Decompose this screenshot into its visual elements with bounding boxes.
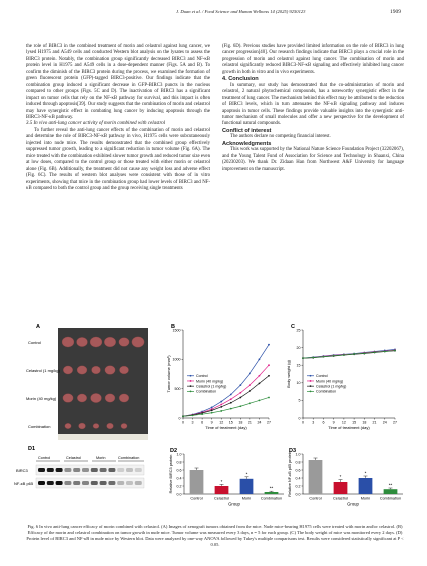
blot-band-nfkb — [100, 481, 107, 485]
data-point — [192, 414, 194, 416]
x-tick-label: Combination — [260, 496, 283, 501]
data-point — [249, 402, 251, 404]
data-point — [182, 415, 184, 417]
x-tick-label: 24 — [382, 420, 387, 425]
blot-header-combination: Combination — [118, 456, 140, 460]
x-tick-label: Morin — [360, 496, 371, 501]
panel-label: B — [171, 324, 175, 330]
y-tick-label: 0.4 — [176, 476, 182, 481]
x-tick-label: 3 — [312, 420, 315, 425]
y-tick-label: 0.2 — [295, 484, 301, 489]
y-tick-label: 0 — [298, 416, 301, 421]
x-tick-label: 15 — [228, 420, 233, 425]
y-tick-label: 0.8 — [176, 460, 182, 465]
blot-header-control: Control — [38, 456, 51, 460]
legend-marker — [190, 390, 192, 392]
tumor-image — [77, 337, 88, 346]
data-point — [268, 364, 270, 366]
blot-band-nfkb — [108, 481, 115, 485]
tumor-image — [63, 366, 73, 374]
data-point — [268, 397, 270, 399]
blot-band-nfkb — [64, 481, 71, 485]
data-point — [259, 375, 261, 377]
panel-label: D3 — [289, 448, 297, 454]
tumor-photo-panel — [58, 328, 148, 440]
data-point — [239, 397, 241, 399]
data-point — [394, 350, 396, 352]
blot-band-nfkb — [56, 481, 63, 485]
data-point — [220, 410, 222, 412]
figure-6-graphics — [14, 322, 404, 517]
bar — [190, 470, 204, 494]
y-axis-title: Body weight (g) — [286, 360, 291, 388]
blot-band-birc3 — [100, 468, 107, 472]
legend-label: Combination — [316, 389, 337, 394]
x-tick-label: Celastrol — [333, 496, 348, 501]
legend-marker — [310, 375, 312, 377]
data-point — [249, 390, 251, 392]
figure-6-caption: Fig. 6 In vivo anti-lung cancer efficacy of morin combined with celastrol. (A) Images of xenograft tumors obtained from the mice. Nude mice-bearing H1975 cells were treated with morin and/or celastrol. (B) Efficacy of the morin and celastrol combination on tumor growth in nude mice. Tumor volume was measured every 3 days, n = 5 for each group. (C) The body weight of mice was monitored every 2 days. (D) Protein level of BIRC3 and NF-κB in nude mice by Western blot. Data were analyzed by one-way ANOVA followed by Tukey's multiple comparisons test. Results were considered statistically significant at P < 0.05. — [26, 524, 404, 547]
tumor-image — [65, 423, 71, 428]
bar — [215, 486, 229, 494]
data-point — [353, 353, 355, 355]
bar — [384, 489, 398, 494]
legend-label: Morin (40 mg/kg) — [316, 379, 344, 384]
y-tick-label: 0 — [178, 416, 181, 421]
blot-header-celastrol: Celastrol — [66, 456, 81, 460]
data-point — [211, 409, 213, 411]
data-point — [211, 412, 213, 414]
blot-band-nfkb — [117, 481, 124, 485]
x-tick-label: 27 — [267, 420, 271, 425]
x-tick-label: 6 — [201, 420, 204, 425]
y-tick-label: 0.2 — [176, 484, 182, 489]
x-tick-label: 18 — [238, 420, 243, 425]
data-point — [211, 407, 213, 409]
y-axis-title: Relative BIRC3 protein — [169, 454, 173, 494]
bar — [309, 460, 323, 494]
tumor-image — [93, 423, 99, 428]
data-point — [259, 382, 261, 384]
tumor-image — [79, 423, 86, 429]
x-axis-title: Time of treatment (day) — [205, 425, 247, 430]
ruler — [58, 434, 148, 440]
panel-d3-nfkb-bar-chart — [288, 448, 403, 507]
legend-marker — [310, 380, 312, 382]
x-tick-label: 21 — [372, 420, 377, 425]
blot-band-birc3 — [73, 468, 80, 472]
y-tick-label: 10 — [296, 381, 301, 386]
data-point — [239, 392, 241, 394]
left-paragraph-1: the role of BIRC3 in the combined treatment of morin and celastrol against lung cancer, we lysed H1975 and A549 cells and conducted Western blot analysis on the lysates to assess the BIRC3 protein. Notably, the combination group significantly decreased BIRC3 and NF-κB protein level in H1975 and A549 cells in a dose-dependent manner (Figs. 5A and B). To confirm the diminish of the BIRC3 protein during the process, we examined the formation of green fluorescent protein (GFP)-tagged BIRC3-positive. Our findings indicate that the combination group induced a significant decrease in GFP-BIRC3 puncts in the nucleus compared to other groups (Figs. 5C and D). The inactivation of BIRC3 has a significant impact on tumor cells that rely on the NF-κB pathway for survival, and this impact is often induced through apoptosis[39]. Our study suggests that the combination of morin and celastrol may have synergistic effect in combating lung cancer by inducing apoptosis through the BIRC3-NF-κB pathway. — [26, 44, 210, 120]
tumor-image — [132, 337, 144, 348]
data-point — [384, 351, 386, 353]
figure-6 — [14, 322, 404, 517]
page-number: 1909 — [390, 9, 401, 15]
journal-citation: J. Duan et al. / Food Science and Human Wellness 14 (2025) 9250123 — [176, 9, 306, 14]
tumor-image — [92, 366, 101, 374]
tumor-image — [104, 337, 116, 347]
data-point — [333, 355, 335, 357]
data-point — [259, 358, 261, 360]
y-tick-label: 1.0 — [295, 452, 301, 457]
section-heading-acknowledgments: Acknowledgments — [222, 140, 272, 147]
tumor-image — [91, 393, 102, 402]
x-axis-title: Time of treatment (day) — [328, 425, 370, 430]
y-tick-label: 5 — [298, 398, 301, 403]
blot-band-nfkb — [126, 481, 133, 485]
left-paragraph-2: To further reveal the anti-lung cancer effects of the combination of morin and celastrol and determine the role of BIRC3-NF-κB pathway in vivo, H1975 cells were subcutaneously injected into nude mice. The results demonstrated that the combined group effectively suppressed tumor growth, leading to a significant reduction in tumor volume (Fig. 6A). The mice treated with the combination exhibited slower tumor growth and reduced tumor size even at low doses, compared to the control group or those treated with either morin or celastrol alone (Fig. 6B). Additionally, the treatment did not cause any weight loss and adverse effect (Fig. 6C). The results of western blot analyses were consistent with those of in vitro experiments, showing that mice in the combination group had lower levels of BIRC3 and NF-κB compared to both the control group and the group receiving single treatments — [26, 127, 210, 191]
data-point — [249, 384, 251, 386]
y-tick-label: 0.8 — [295, 460, 301, 465]
data-point — [363, 352, 365, 354]
blot-band-birc3 — [47, 468, 54, 472]
legend-label: Morin (40 mg/kg) — [196, 379, 224, 384]
data-point — [239, 384, 241, 386]
tumor-image — [90, 337, 102, 347]
significance-marker: ** — [269, 485, 274, 491]
section-heading-conclusion: 4. Conclusion — [222, 76, 259, 83]
data-point — [220, 401, 222, 403]
blot-band-birc3 — [82, 468, 89, 472]
y-tick-label: 1000 — [172, 357, 181, 362]
y-tick-label: 0.6 — [295, 468, 301, 473]
x-tick-label: 0 — [182, 420, 184, 425]
bar — [359, 478, 373, 494]
blot-band-birc3 — [91, 468, 98, 472]
legend-label: Celastrol (1 mg/kg) — [196, 384, 227, 389]
data-point — [343, 354, 345, 356]
right-paragraph-1: (Fig. 6D). Previous studies have provided limited information on the role of BIRC3 in lung cancer progression[40]. Our research findings indicate that BIRC3 plays a crucial role in the progression of morin and celastrol against lung cancer. The combination of morin and celastrol significantly reduced BIRC3-NF-κB signaling and effectively inhibited lung cancer growth in both in vitro and in vivo experiments. — [222, 44, 404, 75]
y-tick-label: 1500 — [172, 328, 181, 333]
x-tick-label: Control — [309, 496, 322, 501]
data-point — [268, 344, 270, 346]
page-header — [26, 9, 401, 17]
y-tick-label: 1.0 — [176, 452, 182, 457]
x-tick-label: Celastrol — [214, 496, 229, 501]
tumor-image — [119, 394, 129, 402]
x-tick-label: 6 — [322, 420, 325, 425]
data-point — [230, 408, 232, 410]
x-tick-label: 9 — [210, 420, 213, 425]
subsection-heading-3-5: 3.5 In vivo anti-lung cancer activity of morin combined with celastrol — [26, 121, 166, 127]
x-tick-label: 24 — [257, 420, 262, 425]
blot-row-label-nfkb: NF-κB p65 — [14, 481, 34, 486]
blot-band-birc3 — [56, 468, 63, 472]
blot-band-birc3 — [117, 468, 124, 472]
legend-label: Combination — [196, 389, 217, 394]
bar — [265, 492, 279, 494]
bar — [334, 482, 348, 494]
tumor-image — [107, 423, 114, 429]
data-point — [220, 406, 222, 408]
x-tick-label: 21 — [247, 420, 252, 425]
series-line — [303, 350, 395, 358]
data-point — [249, 373, 251, 375]
data-point — [230, 402, 232, 404]
x-tick-label: Morin — [241, 496, 252, 501]
tumor-image — [62, 337, 74, 347]
photo-row-label-combination: Combination — [28, 424, 51, 429]
data-point — [201, 413, 203, 415]
data-point — [302, 357, 304, 359]
legend-marker — [310, 390, 312, 392]
y-tick-label: 20 — [296, 345, 301, 350]
conclusion-paragraph: In summary, our study has demonstrated that the co-administration of morin and celastrol, 2 natural phytochemical compounds, has a noteworthy synergistic effect in the treatment of lung cancer. The mechanism behind this effect may be attributed to the reduction of BIRC3 levels, which in turn attenuates the NF-κB signaling pathway and induces apoptosis in tumor cells. These findings provide valuable insights into the synergistic anti-tumor mechanism of small molecules and offer a new perspective for the development of functional natural compounds. — [222, 82, 404, 127]
y-tick-label: 0.4 — [295, 476, 301, 481]
blot-band-nfkb — [91, 481, 98, 485]
panel-label: D2 — [170, 448, 178, 454]
significance-marker: * — [339, 474, 342, 480]
x-tick-label: 15 — [352, 420, 357, 425]
acknowledgments-paragraph: This work was supported by the National Nature Science Foundation Project (32202067), and the Young Talent Fund of Association for Science and Technology in Shaanxi, China (20230203). We thank Dr. Zidaan Han from Northwest A&F University for language improvement on the manuscript. — [222, 147, 404, 172]
blot-band-nfkb — [135, 481, 142, 485]
significance-marker: ** — [388, 482, 393, 488]
legend-marker — [310, 385, 312, 387]
legend-marker — [190, 385, 192, 387]
x-tick-label: 12 — [219, 420, 224, 425]
data-point — [268, 375, 270, 377]
tumor-image — [119, 338, 129, 347]
tumor-image — [77, 366, 87, 375]
photo-row-label-morin: Morin (40 mg/kg) — [26, 396, 57, 401]
blot-band-nfkb — [82, 481, 89, 485]
photo-row-label-control: Control — [28, 340, 41, 345]
legend-label: Control — [316, 374, 328, 379]
x-tick-label: Control — [190, 496, 203, 501]
tumor-image — [105, 366, 115, 375]
x-axis-title: Group — [228, 501, 240, 507]
y-tick-label: 15 — [296, 363, 301, 368]
data-point — [230, 394, 232, 396]
blot-band-nfkb — [47, 481, 54, 485]
panel-c-body-weight-chart — [286, 324, 397, 430]
blot-band-birc3 — [38, 468, 45, 472]
x-tick-label: 18 — [362, 420, 367, 425]
x-tick-label: 0 — [302, 420, 304, 425]
panel-d1-label: D1 — [28, 446, 36, 452]
y-axis-title: Tumor volume (mm³) — [166, 355, 171, 393]
y-tick-label: 500 — [174, 386, 181, 391]
tumor-image — [77, 394, 87, 402]
data-point — [230, 398, 232, 400]
blot-band-nfkb — [38, 481, 45, 485]
blot-header-morin: Morin — [96, 456, 106, 460]
x-tick-label: 27 — [393, 420, 397, 425]
y-tick-label: 25 — [296, 328, 301, 333]
left-column — [26, 44, 210, 192]
y-tick-label: 0.0 — [295, 492, 301, 497]
data-point — [323, 356, 325, 358]
blot-band-birc3 — [108, 468, 115, 472]
data-point — [374, 351, 376, 353]
significance-marker: * — [220, 478, 223, 484]
significance-marker: * — [364, 470, 367, 476]
panel-d2-birc3-bar-chart — [169, 448, 284, 507]
legend-marker — [190, 380, 192, 382]
tumor-image — [121, 423, 127, 428]
data-point — [259, 400, 261, 402]
x-axis-title: Group — [347, 501, 359, 507]
x-tick-label: 3 — [191, 420, 194, 425]
legend-label: Control — [196, 374, 208, 379]
right-column — [222, 44, 404, 173]
conflict-paragraph: The authors declare no competing financial interest. — [230, 134, 331, 140]
x-tick-label: 12 — [341, 420, 346, 425]
tumor-image — [119, 366, 128, 374]
blot-band-birc3 — [126, 468, 133, 472]
tumor-image — [63, 394, 73, 403]
x-tick-label: Combination — [379, 496, 402, 501]
y-tick-label: 0.6 — [176, 468, 182, 473]
significance-marker: * — [245, 471, 248, 477]
data-point — [220, 404, 222, 406]
legend-marker — [190, 375, 192, 377]
y-tick-label: 0.0 — [176, 492, 182, 497]
bar — [240, 479, 254, 494]
panel-b-tumor-volume-chart — [166, 324, 271, 430]
photo-row-label-celastrol: Celastrol (1 mg/kg) — [26, 368, 60, 373]
panel-a-label: A — [36, 324, 40, 330]
blot-row-label-birc3: BIRC3 — [16, 468, 28, 473]
blot-band-birc3 — [64, 468, 71, 472]
x-tick-label: 9 — [332, 420, 335, 425]
data-point — [239, 405, 241, 407]
legend-label: Celastrol (1 mg/kg) — [316, 384, 347, 389]
blot-band-birc3 — [135, 468, 142, 472]
section-heading-conflict: Conflict of interest — [222, 127, 272, 134]
tumor-image — [105, 394, 115, 403]
y-axis-title: Relative NF-κB p65 protein — [288, 451, 292, 497]
blot-band-nfkb — [73, 481, 80, 485]
data-point — [312, 357, 314, 359]
panel-label: C — [291, 324, 295, 330]
